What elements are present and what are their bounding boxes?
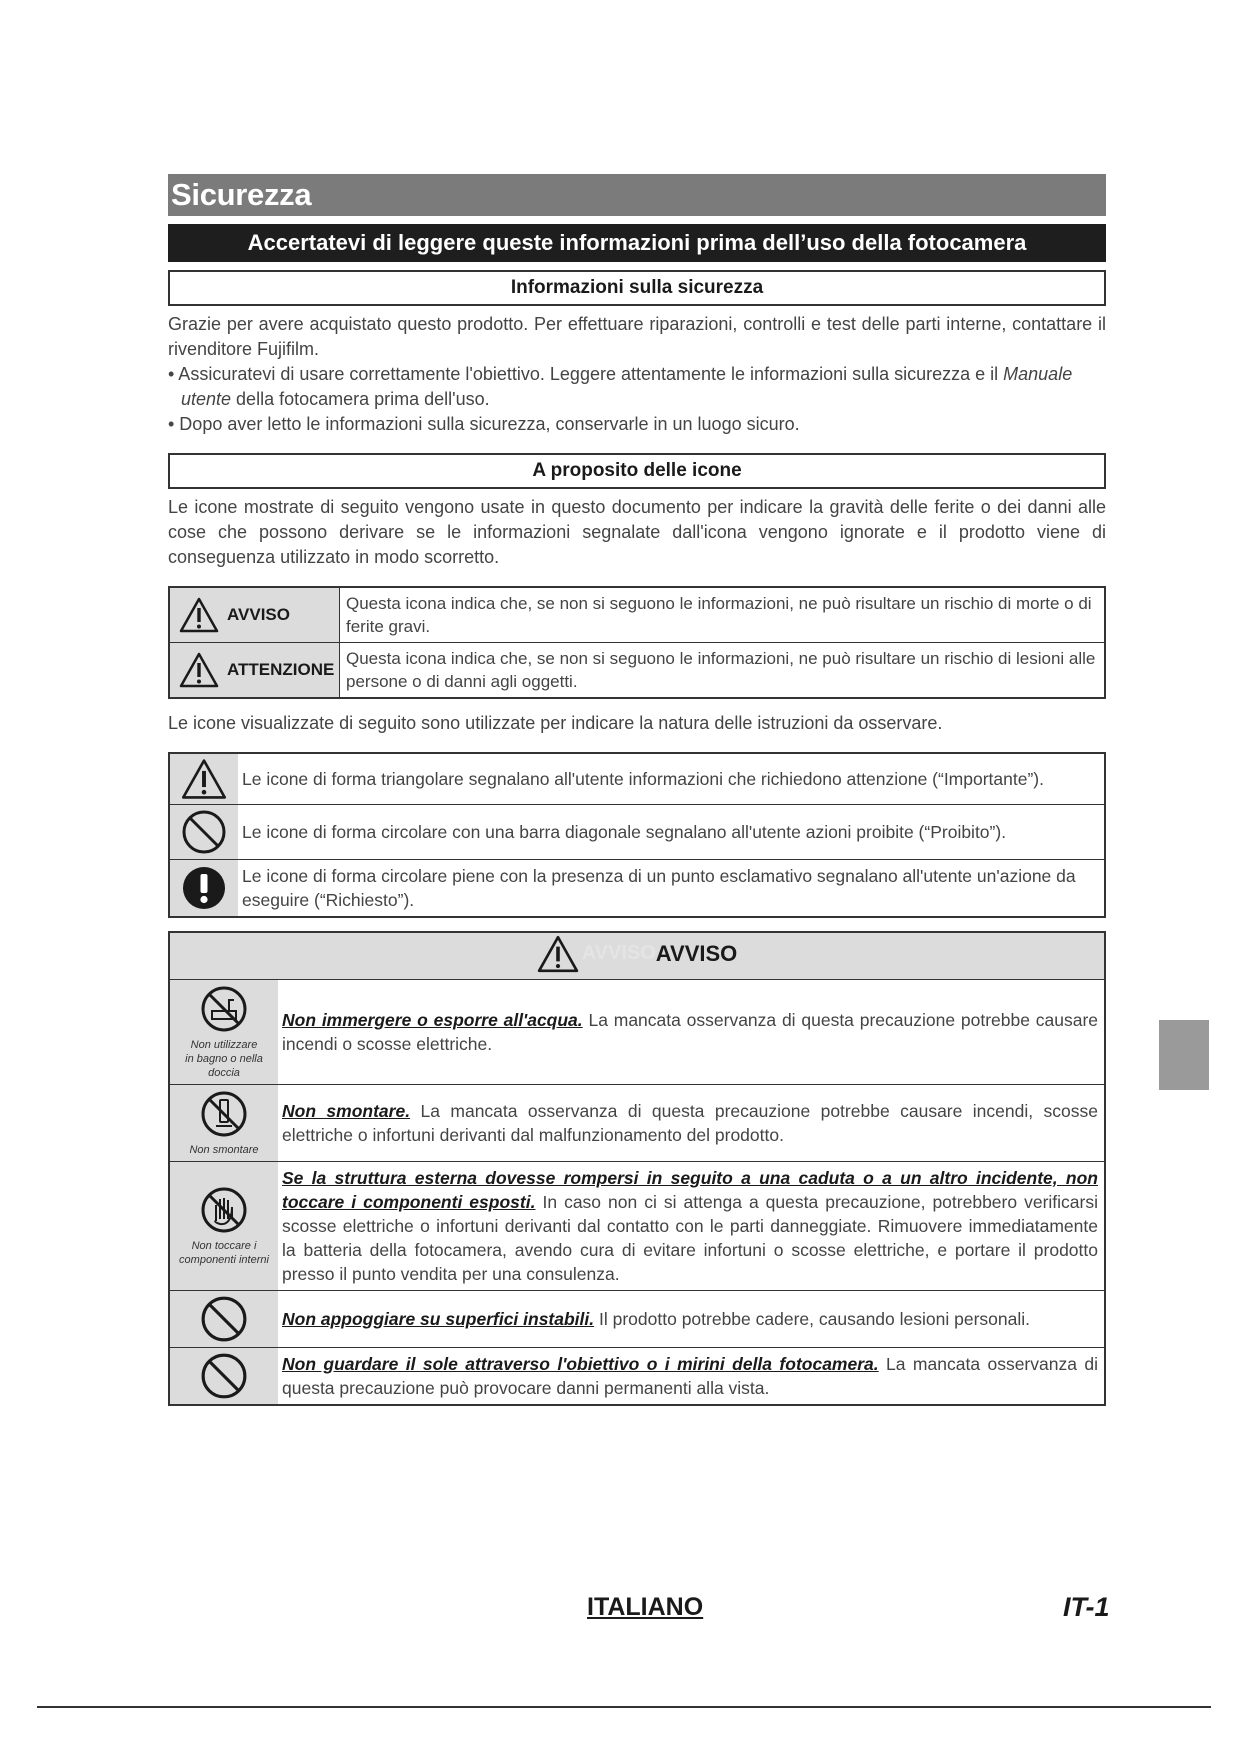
severity-row-attenzione xyxy=(169,643,1105,699)
icon-type-row xyxy=(169,860,1105,918)
page-content xyxy=(168,174,1106,1406)
caption-line-1: Non utilizzare xyxy=(190,1039,258,1051)
prohibition-icon xyxy=(200,1295,248,1343)
icon-cell xyxy=(169,753,238,805)
icon-cell xyxy=(169,860,238,918)
warning-header-row xyxy=(169,932,1105,980)
bottom-divider xyxy=(37,1706,1211,1708)
read-first-banner: Accertatevi di leggere queste informazioni prima dell’uso della fotocamera xyxy=(168,224,1106,262)
warning-row-unstable xyxy=(169,1291,1105,1348)
icon-caption xyxy=(170,1239,278,1267)
severity-label-cell xyxy=(169,643,340,699)
no-bathing-icon xyxy=(199,984,249,1034)
warning-row-broken xyxy=(169,1162,1105,1291)
mandatory-icon xyxy=(181,865,227,911)
severity-row-avviso xyxy=(169,587,1105,643)
warning-body: La mancata osservanza di questa precauzione può provocare danni permanenti alla vista. xyxy=(282,1354,1098,1398)
warning-lead: Non smontare. xyxy=(282,1101,411,1121)
icons-intro: Le icone mostrate di seguito vengono usate in questo documento per indicare la gravità delle ferite o dei danni alle cose che possono derivare se le informazioni segnalate dall'icona vengono ignorate e il prodotto viene di conseguenza utilizzato in modo scorretto. xyxy=(168,497,1106,567)
no-touch-icon xyxy=(199,1185,249,1235)
warning-label: AVVISO xyxy=(655,940,738,966)
no-disassembly-icon xyxy=(199,1089,249,1139)
warning-ghost-label: AVVISO xyxy=(581,942,656,964)
safety-bullet-keep: • Dopo aver letto le informazioni sulla sicurezza, conservarle in un luogo sicuro. xyxy=(168,414,800,434)
warning-text xyxy=(278,1162,1105,1291)
severity-label: AVVISO xyxy=(227,605,290,624)
warning-table xyxy=(168,931,1106,1406)
safety-intro: Grazie per avere acquistato questo prodotto. Per effettuare riparazioni, controlli e test delle parti interne, contattare il rivenditore Fujifilm. xyxy=(168,314,1106,359)
warning-body: La mancata osservanza di questa precauzione potrebbe causare incendi o scosse elettriche. xyxy=(282,1010,1099,1054)
icon-type-text: Le icone di forma circolare piene con la presenza di un punto esclamativo segnalano all'utente un'azione da eseguire (“Richiesto”). xyxy=(238,860,1105,918)
icon-type-row xyxy=(169,753,1105,805)
severity-text: Questa icona indica che, se non si seguono le informazioni, ne può risultare un rischio di morte o di ferite gravi. xyxy=(346,594,1092,636)
page-title: Sicurezza xyxy=(168,174,1106,216)
icons-heading: A proposito delle icone xyxy=(168,453,1106,489)
icon-type-text: Le icone di forma circolare con una barra diagonale segnalano all'utente azioni proibite (“Proibito”). xyxy=(238,805,1105,860)
bullet-lens-end: della fotocamera prima dell'uso. xyxy=(231,389,490,409)
footer-language: ITALIANO xyxy=(587,1593,704,1621)
warning-lead: Non immergere o esporre all'acqua. xyxy=(282,1010,583,1030)
warning-icon-cell xyxy=(169,1162,278,1291)
caption-line-2: in bagno o nella doccia xyxy=(185,1053,263,1079)
icon-cell xyxy=(169,805,238,860)
warning-body: Il prodotto potrebbe cadere, causando lesioni personali. xyxy=(594,1309,1030,1329)
warning-text xyxy=(278,1085,1105,1162)
caption-line-2: componenti interni xyxy=(179,1254,269,1266)
warning-triangle-icon xyxy=(179,597,219,633)
warning-lead: Non guardare il sole attraverso l'obiettivo o i mirini della fotocamera. xyxy=(282,1354,879,1374)
manual-title: Manuale utente xyxy=(181,364,1073,409)
prohibition-icon xyxy=(181,809,227,855)
icon-caption xyxy=(170,1143,278,1157)
warning-text xyxy=(278,980,1105,1085)
icon-type-text: Le icone di forma triangolare segnalano all'utente informazioni che richiedono attenzione (“Importante”). xyxy=(242,769,1044,789)
caption-line-1: Non smontare xyxy=(189,1144,259,1156)
icon-nature-intro: Le icone visualizzate di seguito sono utilizzate per indicare la natura delle istruzioni da osservare. xyxy=(168,713,943,733)
prohibition-icon xyxy=(200,1352,248,1400)
icon-caption xyxy=(170,1038,278,1080)
warning-icon-cell xyxy=(169,1085,278,1162)
severity-table xyxy=(168,586,1106,699)
warning-text xyxy=(278,1291,1105,1348)
warning-row-disassemble xyxy=(169,1085,1105,1162)
severity-label-cell xyxy=(169,587,340,643)
warning-icon-cell xyxy=(169,1291,278,1348)
warning-row-water xyxy=(169,980,1105,1085)
safety-bullet-lens xyxy=(168,362,1106,412)
safety-heading: Informazioni sulla sicurezza xyxy=(168,270,1106,306)
caption-line-1: Non toccare i xyxy=(191,1240,257,1252)
icon-types-table xyxy=(168,752,1106,918)
warning-text xyxy=(278,1348,1105,1406)
warning-body: La mancata osservanza di questa precauzione potrebbe causare incendi, scosse elettriche o infortuni derivanti dal malfunzionamento del prodotto. xyxy=(282,1101,1098,1145)
warning-triangle-icon xyxy=(181,758,227,800)
warning-triangle-icon xyxy=(179,652,219,688)
icon-type-row xyxy=(169,805,1105,860)
bullet-lens-text: • Assicuratevi di usare correttamente l'obiettivo. Leggere attentamente le informazioni sulla sicurezza e il xyxy=(168,364,1004,384)
warning-body: In caso non ci si attenga a questa precauzione, potrebbero verificarsi scosse elettriche o infortuni derivanti dal contatto con le parti danneggiate. Rimuovere immediatamente la batteria della fotocamera, avendo cura di evitare infortuni o scosse elettriche, e portare il prodotto presso il punto vendita per una consulenza. xyxy=(282,1192,1099,1284)
page-number: IT-1 xyxy=(1063,1592,1110,1622)
section-tab xyxy=(1159,1020,1209,1090)
warning-row-sun xyxy=(169,1348,1105,1406)
severity-text: Questa icona indica che, se non si seguono le informazioni, ne può risultare un rischio di lesioni alle persone o di danni agli oggetti. xyxy=(340,643,1106,699)
severity-label: ATTENZIONE xyxy=(227,660,335,679)
warning-lead: Non appoggiare su superfici instabili. xyxy=(282,1309,595,1329)
warning-triangle-icon xyxy=(537,935,579,973)
warning-lead: Se la struttura esterna dovesse rompersi in seguito a una caduta o a un altro incidente, non toccare i componenti esposti. xyxy=(282,1168,1098,1212)
warning-icon-cell xyxy=(169,1348,278,1406)
warning-header xyxy=(169,932,1105,980)
warning-icon-cell xyxy=(169,980,278,1085)
